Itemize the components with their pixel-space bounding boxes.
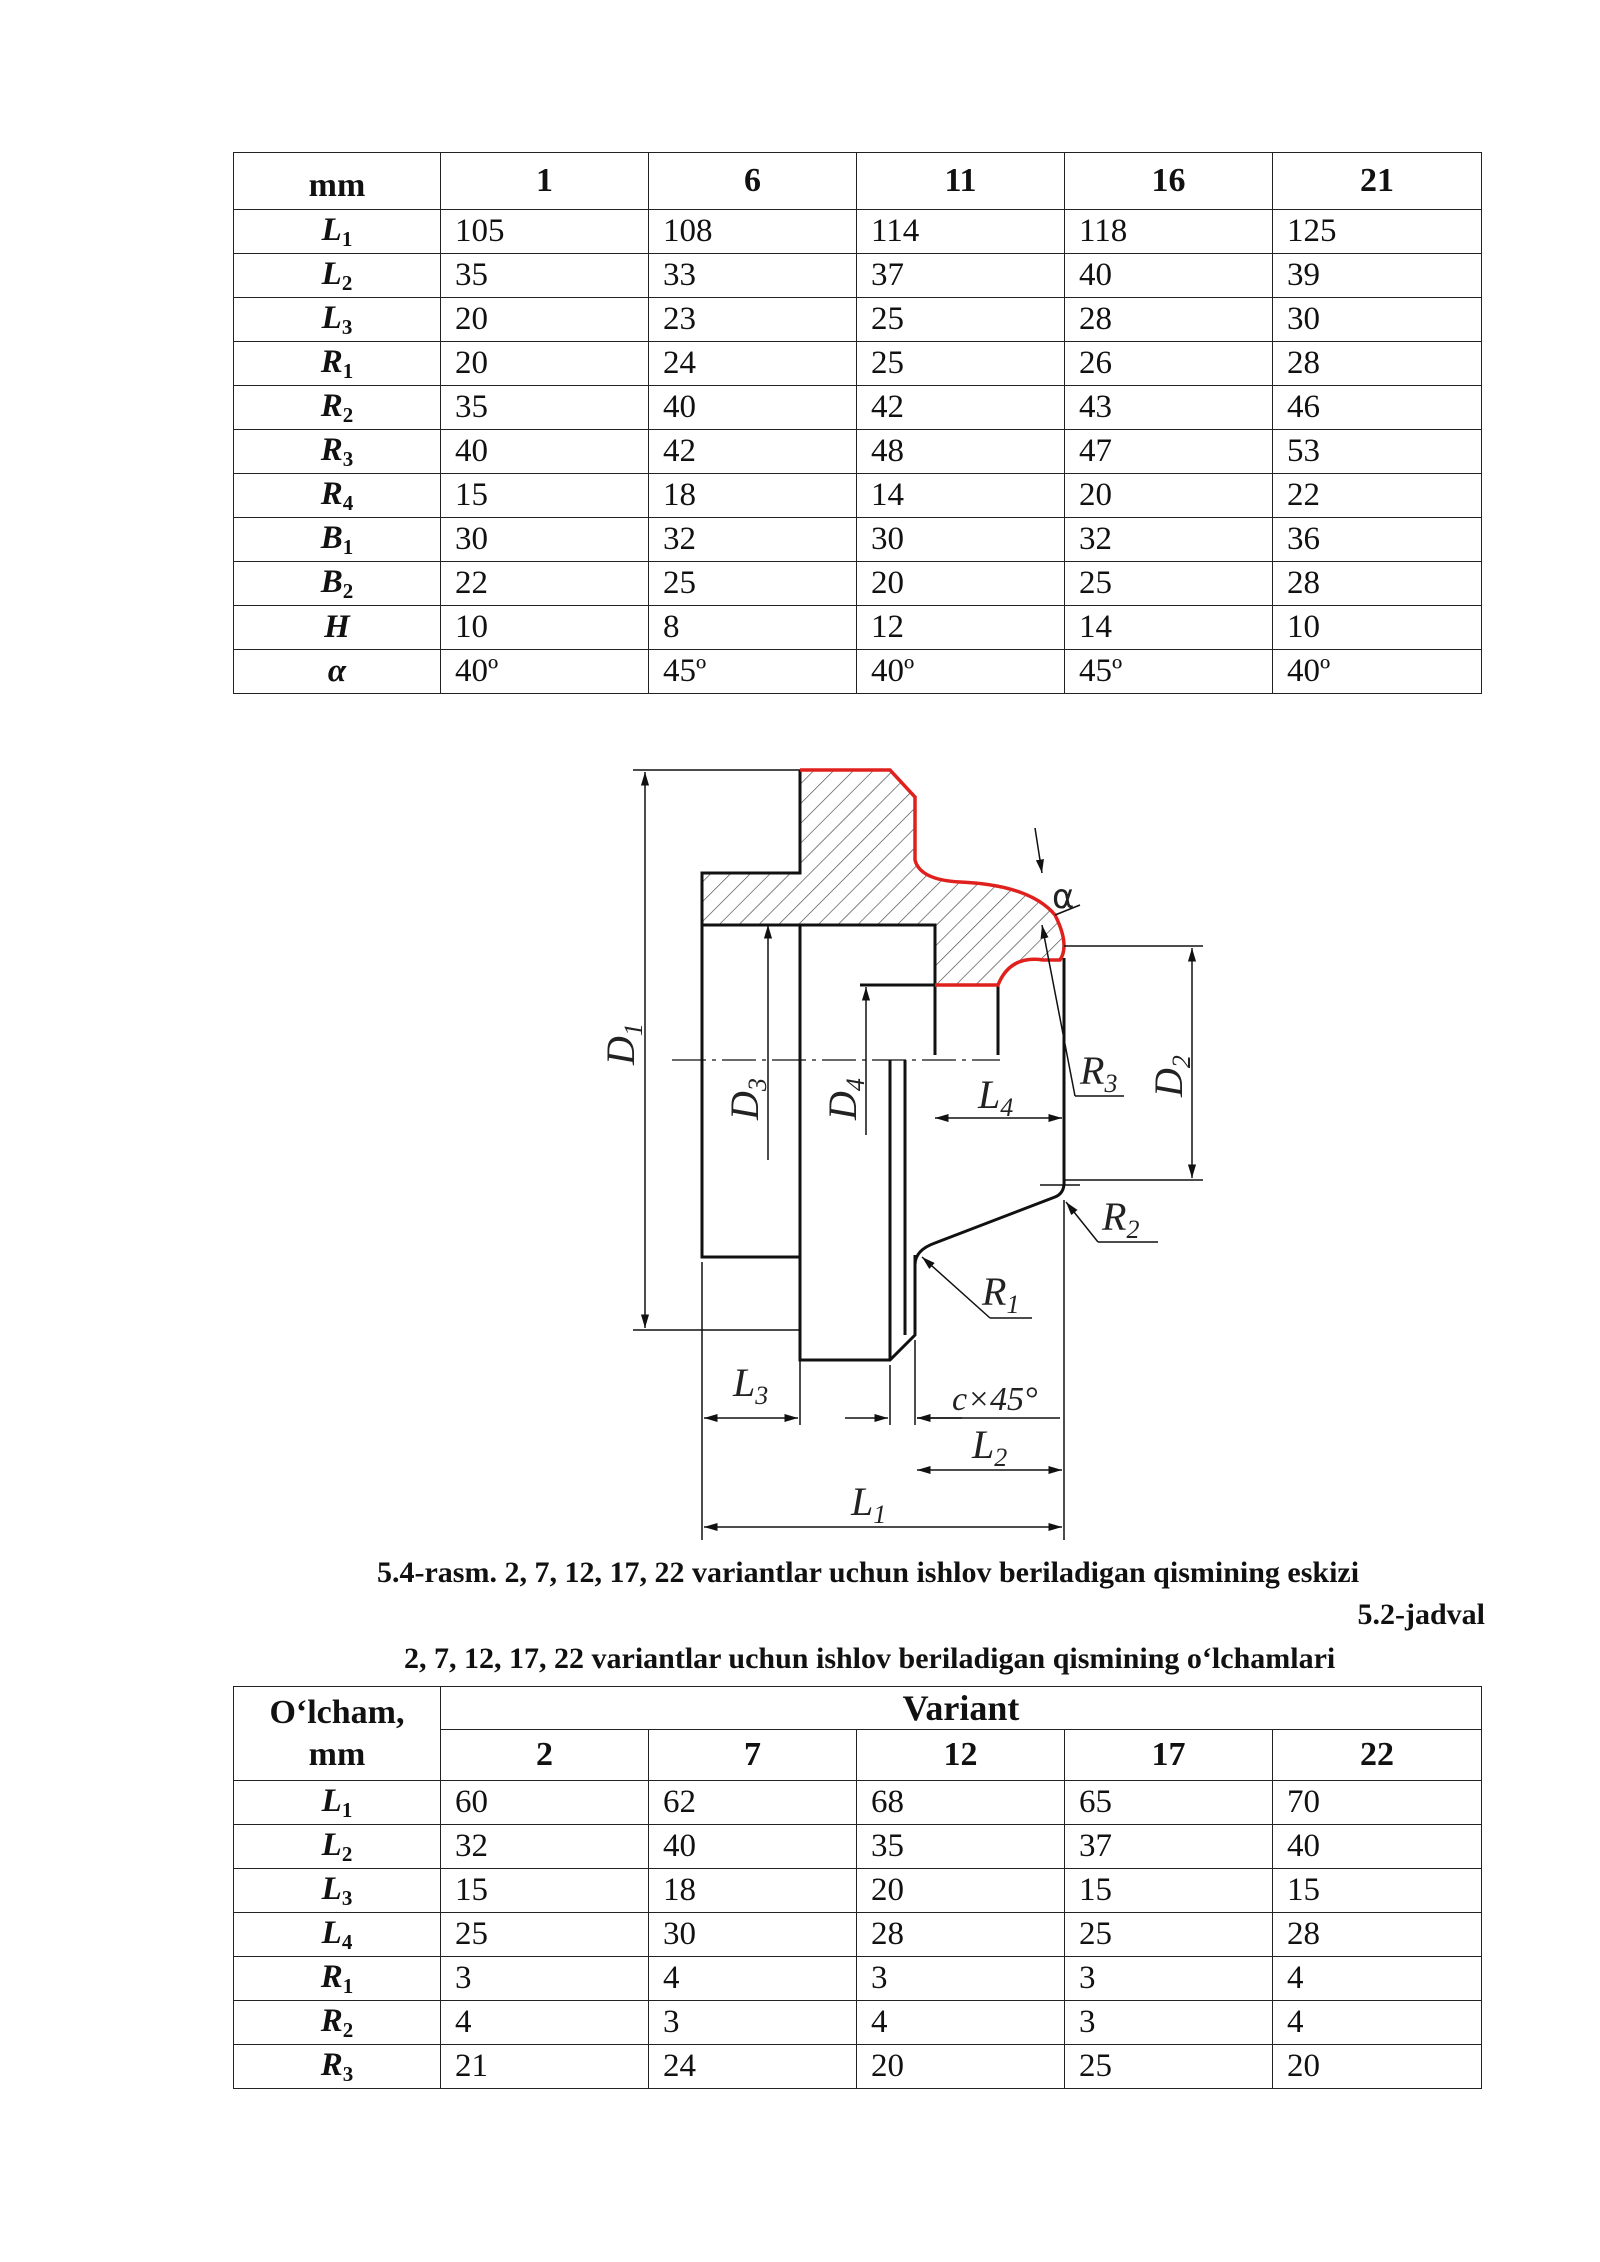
table-cell: 30 bbox=[441, 518, 649, 562]
row-label bbox=[234, 298, 441, 342]
row-label-symbol: R bbox=[320, 387, 343, 424]
table-cell: 39 bbox=[1273, 254, 1482, 298]
table-row bbox=[234, 606, 1482, 650]
table-cell: 20 bbox=[441, 342, 649, 386]
label-d4: $D_4$ bbox=[820, 1078, 870, 1120]
table-cell: 14 bbox=[857, 474, 1065, 518]
table1-header-variant: 11 bbox=[857, 153, 1065, 210]
table-title: 2, 7, 12, 17, 22 variantlar uchun ishlov beriladigan qismining o‘lchamlari bbox=[404, 1642, 1336, 1675]
label-d1: $D_1$ bbox=[598, 1023, 648, 1065]
table1-header-variant: 6 bbox=[649, 153, 857, 210]
row-label-symbol: R bbox=[320, 475, 343, 512]
label-chamfer: c×45° bbox=[952, 1381, 1038, 1418]
table-cell: 25 bbox=[1065, 2045, 1273, 2089]
table-cell: 30 bbox=[649, 1913, 857, 1957]
row-label bbox=[234, 254, 441, 298]
label-d2: $D_2$ bbox=[1146, 1055, 1196, 1097]
table-cell: 8 bbox=[649, 606, 857, 650]
table-cell: 25 bbox=[857, 298, 1065, 342]
table-cell: 20 bbox=[857, 2045, 1065, 2089]
table-cell: 35 bbox=[857, 1825, 1065, 1869]
table-cell: 48 bbox=[857, 430, 1065, 474]
table2-header-variant: 7 bbox=[649, 1730, 857, 1781]
table-cell: 4 bbox=[649, 1957, 857, 2001]
table-cell: 28 bbox=[1273, 342, 1482, 386]
row-label-subscript: 1 bbox=[341, 1797, 353, 1822]
row-label bbox=[234, 562, 441, 606]
table-cell: 125 bbox=[1273, 210, 1482, 254]
table-cell: 45º bbox=[649, 650, 857, 694]
table-cell: 40 bbox=[649, 386, 857, 430]
table-cell: 36 bbox=[1273, 518, 1482, 562]
table2-header-variant-group: Variant bbox=[441, 1687, 1482, 1730]
table-cell: 30 bbox=[857, 518, 1065, 562]
table-cell: 28 bbox=[1273, 1913, 1482, 1957]
table-row bbox=[234, 650, 1482, 694]
row-label-subscript: 2 bbox=[341, 270, 353, 295]
table2-header-variant: 12 bbox=[857, 1730, 1065, 1781]
table1-header-variant: 21 bbox=[1273, 153, 1482, 210]
table-cell: 3 bbox=[649, 2001, 857, 2045]
label-alpha: α bbox=[1052, 877, 1075, 917]
row-label-symbol: B bbox=[320, 563, 343, 600]
row-label bbox=[234, 386, 441, 430]
row-label bbox=[234, 474, 441, 518]
row-label-subscript: 1 bbox=[341, 226, 353, 251]
table-cell: 33 bbox=[649, 254, 857, 298]
label-d3: $D_3$ bbox=[722, 1078, 772, 1120]
label-l2: $L_2$ bbox=[972, 1422, 1008, 1472]
row-label bbox=[234, 1781, 441, 1825]
label-r3: $R_3$ bbox=[1080, 1048, 1118, 1098]
row-label-subscript: 3 bbox=[341, 314, 353, 339]
table-cell: 22 bbox=[1273, 474, 1482, 518]
table-cell: 43 bbox=[1065, 386, 1273, 430]
label-r2: $R_2$ bbox=[1102, 1194, 1140, 1244]
table-row bbox=[234, 1781, 1482, 1825]
table-cell: 4 bbox=[1273, 1957, 1482, 2001]
table-cell: 32 bbox=[441, 1825, 649, 1869]
table-row bbox=[234, 518, 1482, 562]
row-label-symbol: R bbox=[320, 1958, 343, 1995]
table-cell: 40 bbox=[441, 430, 649, 474]
row-label bbox=[234, 650, 441, 694]
row-label-subscript: 1 bbox=[342, 358, 354, 383]
table-cell: 40 bbox=[1273, 1825, 1482, 1869]
table1-header-unit: mm bbox=[234, 153, 441, 210]
table-cell: 4 bbox=[1273, 2001, 1482, 2045]
table-row bbox=[234, 386, 1482, 430]
table-cell: 28 bbox=[1065, 298, 1273, 342]
row-label bbox=[234, 430, 441, 474]
part-sketch-drawing bbox=[560, 752, 1260, 1552]
row-label-subscript: 2 bbox=[341, 1841, 353, 1866]
row-label bbox=[234, 606, 441, 650]
row-label bbox=[234, 1869, 441, 1913]
row-label-symbol: R bbox=[320, 343, 343, 380]
table-cell: 45º bbox=[1065, 650, 1273, 694]
table-cell: 3 bbox=[857, 1957, 1065, 2001]
row-label-subscript: 3 bbox=[342, 446, 354, 471]
table-cell: 42 bbox=[857, 386, 1065, 430]
table-cell: 4 bbox=[857, 2001, 1065, 2045]
table-cell: 25 bbox=[441, 1913, 649, 1957]
table-cell: 18 bbox=[649, 1869, 857, 1913]
table-row bbox=[234, 342, 1482, 386]
label-l1: $L_1$ bbox=[851, 1479, 887, 1529]
table-cell: 24 bbox=[649, 342, 857, 386]
row-label bbox=[234, 518, 441, 562]
table1-header-row bbox=[234, 153, 1482, 210]
table-cell: 114 bbox=[857, 210, 1065, 254]
table-row bbox=[234, 254, 1482, 298]
table-cell: 40º bbox=[441, 650, 649, 694]
table2-header-variant: 22 bbox=[1273, 1730, 1482, 1781]
table-row bbox=[234, 1913, 1482, 1957]
table-row bbox=[234, 562, 1482, 606]
row-label-subscript: 2 bbox=[342, 578, 354, 603]
table1-header-variant: 16 bbox=[1065, 153, 1273, 210]
table-cell: 35 bbox=[441, 386, 649, 430]
label-l3: $L_3$ bbox=[733, 1360, 769, 1410]
row-label bbox=[234, 2001, 441, 2045]
table-cell: 70 bbox=[1273, 1781, 1482, 1825]
table-row bbox=[234, 474, 1482, 518]
table-cell: 32 bbox=[649, 518, 857, 562]
table-cell: 12 bbox=[857, 606, 1065, 650]
row-label-symbol: L bbox=[321, 1782, 342, 1819]
table-cell: 30 bbox=[1273, 298, 1482, 342]
row-label-symbol: H bbox=[324, 609, 350, 645]
table-cell: 24 bbox=[649, 2045, 857, 2089]
table-cell: 3 bbox=[1065, 1957, 1273, 2001]
table-cell: 3 bbox=[1065, 2001, 1273, 2045]
row-label-symbol: L bbox=[321, 1914, 342, 1951]
table-cell: 15 bbox=[441, 1869, 649, 1913]
table2-header-variant: 17 bbox=[1065, 1730, 1273, 1781]
dimensions-table-1 bbox=[233, 152, 1482, 694]
table-cell: 15 bbox=[1273, 1869, 1482, 1913]
label-l4: $L_4$ bbox=[978, 1072, 1014, 1122]
row-label-subscript: 2 bbox=[342, 402, 354, 427]
row-label-subscript: 4 bbox=[341, 1929, 353, 1954]
table-cell: 68 bbox=[857, 1781, 1065, 1825]
table-cell: 20 bbox=[857, 562, 1065, 606]
table-row bbox=[234, 1825, 1482, 1869]
table-cell: 40 bbox=[1065, 254, 1273, 298]
table-row bbox=[234, 210, 1482, 254]
row-label-symbol: L bbox=[321, 211, 342, 248]
figure-caption: 5.4-rasm. 2, 7, 12, 17, 22 variantlar uchun ishlov beriladigan qismining eskizi bbox=[377, 1556, 1360, 1589]
table-cell: 25 bbox=[1065, 1913, 1273, 1957]
table-row bbox=[234, 298, 1482, 342]
table-cell: 118 bbox=[1065, 210, 1273, 254]
row-label-symbol: L bbox=[321, 1826, 342, 1863]
table-cell: 40º bbox=[1273, 650, 1482, 694]
table-cell: 21 bbox=[441, 2045, 649, 2089]
row-label bbox=[234, 1957, 441, 2001]
table-cell: 22 bbox=[441, 562, 649, 606]
table-cell: 105 bbox=[441, 210, 649, 254]
row-label-subscript: 3 bbox=[342, 2061, 354, 2086]
table-cell: 40 bbox=[649, 1825, 857, 1869]
table-cell: 10 bbox=[1273, 606, 1482, 650]
table-cell: 65 bbox=[1065, 1781, 1273, 1825]
table-cell: 37 bbox=[857, 254, 1065, 298]
row-label bbox=[234, 342, 441, 386]
row-label-subscript: 1 bbox=[342, 1973, 354, 1998]
table1-body bbox=[234, 210, 1482, 694]
table2-header-unit-line2: mm bbox=[308, 1735, 366, 1773]
table-cell: 35 bbox=[441, 254, 649, 298]
table-cell: 20 bbox=[857, 1869, 1065, 1913]
table-cell: 25 bbox=[649, 562, 857, 606]
table-cell: 53 bbox=[1273, 430, 1482, 474]
row-label-symbol: R bbox=[320, 2002, 343, 2039]
table-cell: 46 bbox=[1273, 386, 1482, 430]
table2-group-header-row bbox=[234, 1687, 1482, 1730]
table-cell: 20 bbox=[1273, 2045, 1482, 2089]
row-label-subscript: 2 bbox=[342, 2017, 354, 2042]
table-row bbox=[234, 2001, 1482, 2045]
row-label-subscript: 1 bbox=[342, 534, 354, 559]
hatched-section bbox=[702, 770, 1064, 985]
label-r1: $R_1$ bbox=[982, 1269, 1020, 1319]
table-cell: 14 bbox=[1065, 606, 1273, 650]
table-cell: 15 bbox=[441, 474, 649, 518]
table2-body bbox=[234, 1781, 1482, 2089]
dimensions-table-2 bbox=[233, 1686, 1482, 2089]
table-row bbox=[234, 430, 1482, 474]
table-cell: 108 bbox=[649, 210, 857, 254]
table-row bbox=[234, 1869, 1482, 1913]
table-cell: 15 bbox=[1065, 1869, 1273, 1913]
table-number: 5.2-jadval bbox=[1357, 1598, 1485, 1631]
table-cell: 37 bbox=[1065, 1825, 1273, 1869]
table-cell: 20 bbox=[441, 298, 649, 342]
table-cell: 10 bbox=[441, 606, 649, 650]
table-cell: 23 bbox=[649, 298, 857, 342]
table-cell: 20 bbox=[1065, 474, 1273, 518]
table2-header-unit bbox=[234, 1687, 441, 1781]
row-label-subscript: 4 bbox=[342, 490, 354, 515]
table-cell: 60 bbox=[441, 1781, 649, 1825]
row-label-symbol: R bbox=[320, 2046, 343, 2083]
row-label-symbol: B bbox=[320, 519, 343, 556]
table-cell: 18 bbox=[649, 474, 857, 518]
table-cell: 47 bbox=[1065, 430, 1273, 474]
table-cell: 3 bbox=[441, 1957, 649, 2001]
row-label bbox=[234, 1913, 441, 1957]
table-cell: 25 bbox=[857, 342, 1065, 386]
table-cell: 26 bbox=[1065, 342, 1273, 386]
row-label-symbol: R bbox=[320, 431, 343, 468]
table-row bbox=[234, 2045, 1482, 2089]
row-label bbox=[234, 2045, 441, 2089]
row-label-symbol: L bbox=[321, 1870, 342, 1907]
row-label-symbol: α bbox=[327, 653, 347, 689]
table2-header-unit-line1: O‘lcham, bbox=[269, 1693, 405, 1731]
table-row bbox=[234, 1957, 1482, 2001]
row-label-symbol: L bbox=[321, 255, 342, 292]
row-label-subscript: 3 bbox=[341, 1885, 353, 1910]
table-cell: 32 bbox=[1065, 518, 1273, 562]
row-label bbox=[234, 1825, 441, 1869]
table-cell: 28 bbox=[1273, 562, 1482, 606]
table-cell: 4 bbox=[441, 2001, 649, 2045]
row-label-symbol: L bbox=[321, 299, 342, 336]
table-cell: 40º bbox=[857, 650, 1065, 694]
table1-header-variant: 1 bbox=[441, 153, 649, 210]
table-cell: 42 bbox=[649, 430, 857, 474]
table-cell: 25 bbox=[1065, 562, 1273, 606]
row-label bbox=[234, 210, 441, 254]
table-cell: 28 bbox=[857, 1913, 1065, 1957]
table2-header-variant: 2 bbox=[441, 1730, 649, 1781]
table-cell: 62 bbox=[649, 1781, 857, 1825]
